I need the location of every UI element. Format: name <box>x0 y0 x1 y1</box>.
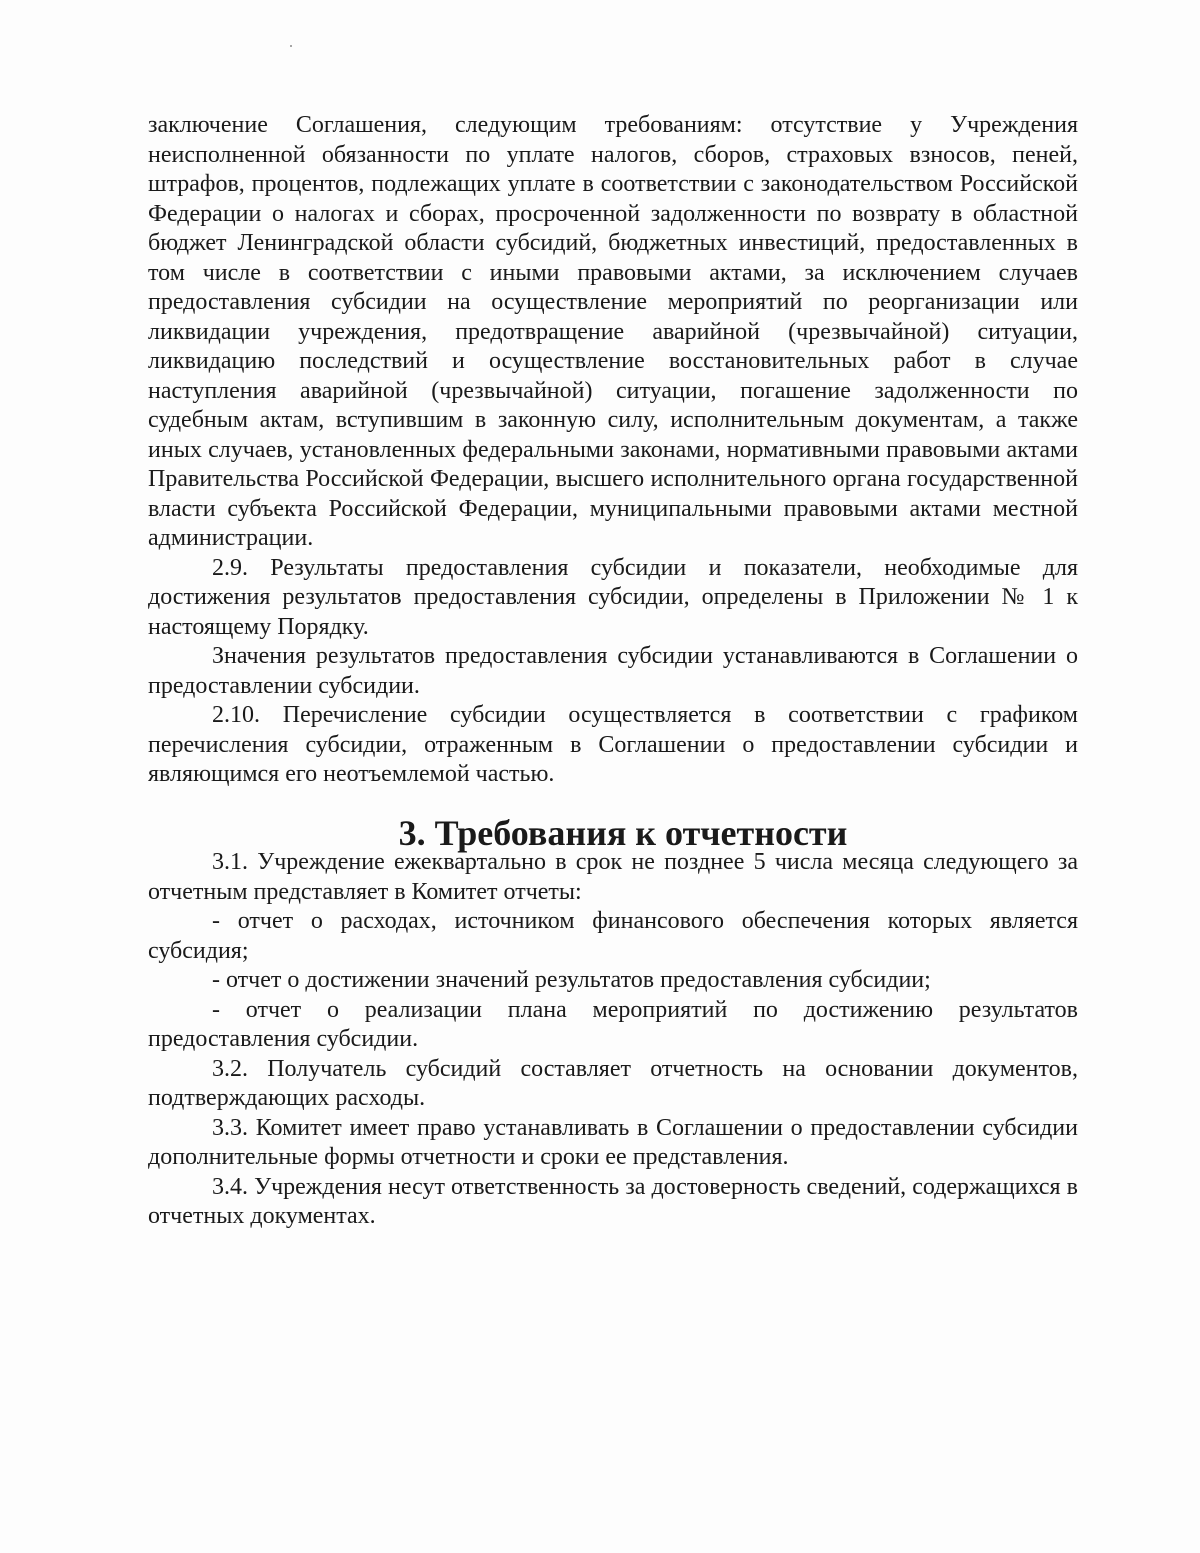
paragraph-3-3: 3.3. Комитет имеет право устанавливать в Соглашении о предоставлении субсидии дополнительные формы отчетности и сроки ее представления. <box>148 1114 1078 1170</box>
paragraph-2-10: 2.10. Перечисление субсидии осуществляется в соответствии с графиком перечисления субсидии, отраженным в Соглашении о предоставлении субсидии и являющимся его неотъемлемой частью. <box>148 702 1078 787</box>
paragraph-3-1: 3.1. Учреждение ежеквартально в срок не позднее 5 числа месяца следующего за отчетным представляет в Комитет отчеты: <box>148 849 1078 905</box>
paragraph-2-9-values: Значения результатов предоставления субсидии устанавливаются в Соглашении о предоставлении субсидии. <box>148 643 1078 699</box>
paragraph-3-1-results-report: - отчет о достижении значений результатов предоставления субсидии; <box>212 967 931 993</box>
paragraph-3-1-expense-report: - отчет о расходах, источником финансового обеспечения которых является субсидия; <box>148 908 1078 964</box>
paragraph-3-1-plan-report: - отчет о реализации плана мероприятий по достижению результатов предоставления субсидии. <box>148 996 1078 1052</box>
paragraph-requirements-continuation: заключение Соглашения, следующим требованиям: отсутствие у Учреждения неисполненной обязанности по уплате налогов, сборов, страховых взносов, пеней, штрафов, процентов, подлежащих уплате в соответствии с законодательством Российской Федерации о налогах и сборах, просроченной задолженности по возврату в областной бюджет Ленинградской области субсидий, бюджетных инвестиций, предоставленных в том числе в соответствии с иными правовыми актами, за исключением случаев предоставления субсидии на осуществление мероприятий по реорганизации или ликвидации учреждения, предотвращение аварийной (чрезвычайной) ситуации, ликвидацию последствий и осуществление восстановительных работ в случае наступления аварийной (чрезвычайной) ситуации, погашение задолженности по судебным актам, вступившим в законную силу, исполнительным документам, а также иных случаев, установленных федеральными законами, нормативными правовыми актами Правительства Российской Федерации, высшего исполнительного органа государственной власти субъекта Российской Федерации, муниципальными правовыми актами местной администрации. <box>148 112 1078 551</box>
paragraph-2-9: 2.9. Результаты предоставления субсидии и показатели, необходимые для достижения результатов предоставления субсидии, определены в Приложении № 1 к настоящему Порядку. <box>148 554 1078 640</box>
section-3-heading: 3. Требования к отчетности <box>398 812 848 853</box>
scan-speck <box>290 45 292 47</box>
paragraph-3-2: 3.2. Получатель субсидий составляет отчетность на основании документов, подтверждающих расходы. <box>148 1055 1078 1111</box>
paragraph-3-4: 3.4. Учреждения несут ответственность за достоверность сведений, содержащихся в отчетных документах. <box>148 1173 1078 1229</box>
document-body <box>148 111 1078 1232</box>
